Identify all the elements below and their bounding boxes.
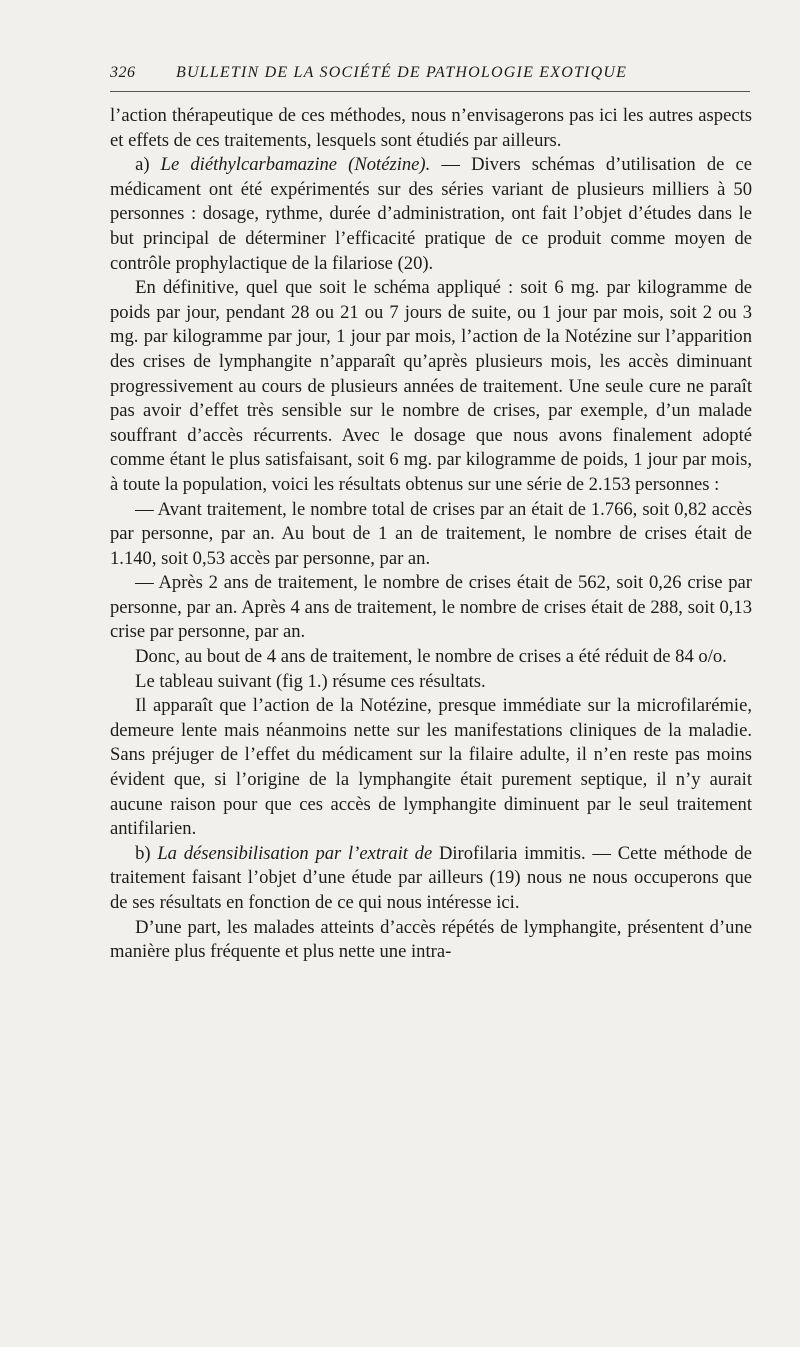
paragraph-desensibilisation [110,842,752,916]
section-heading-desensibilisation: La désensibilisation par l’extrait de [157,842,433,864]
paragraph-text: Il apparaît que l’action de la Notézine, presque immédiate sur la microfilarémie, demeure lente mais néanmoins nette sur les manifestations cliniques de la maladie. Sans préjuger de l’effet du médicament sur la filaire adulte, il n’en reste pas moins évident que, si l’origine de la lymphangite était purement septique, il n’y aurait aucune raison pour que ces accès de lymphangite diminuent par le seul traitement antifilarien. [110,695,752,840]
section-marker-a: a) [135,154,161,176]
paragraph-discussion [110,694,752,842]
paragraph-patients [110,916,752,965]
paragraph-text: Dirofilaria immitis. — Cette méthode de traitement faisant l’objet d’une étude par ailleurs (19) nous ne nous occuperons que de ses résultats en fonction de ce qui nous intéresse ici. [110,842,752,913]
paragraph-continuation [110,104,752,153]
paragraph-reduction [110,645,752,670]
paragraph-text: l’action thérapeutique de ces méthodes, nous n’envisagerons pas ici les autres aspects et effets de ces traitements, lesquels sont étudiés par ailleurs. [110,105,752,151]
paragraph-text: En définitive, quel que soit le schéma appliqué : soit 6 mg. par kilogramme de poids par jour, pendant 28 ou 21 ou 7 jours de suite, ou 1 jour par mois, soit 2 ou 3 mg. par kilogramme par jour, 1 jour par mois, l’action de la Notézine sur l’apparition des crises de lymphangite n’apparaît qu’après plusieurs mois, les accès diminuant progressivement au cours de plusieurs années de traitement. Une seule cure ne paraît pas avoir d’effet très sensible sur le nombre de crises, par exemple, d’un malade souffrant d’accès récurrents. Avec le dosage que nous avons finalement adopté comme étant le plus satisfaisant, soit 6 mg. par kilogramme de poids, 1 jour par mois, à toute la population, voici les résultats obtenus sur une série de 2.153 personnes : [110,277,752,495]
paragraph-text: Donc, au bout de 4 ans de traitement, le nombre de crises a été réduit de 84 o/o. [135,646,727,668]
header-rule [110,91,750,92]
paragraph-text: — Après 2 ans de traitement, le nombre de crises était de 562, soit 0,26 crise par personne, par an. Après 4 ans de traitement, le nombre de crises était de 288, soit 0,13 crise par personne, par an. [110,572,752,643]
paragraph-text: — Divers schémas d’utilisation de ce médicament ont été expérimentés sur des séries variant de plusieurs milliers à 50 personnes : dosage, rythme, durée d’administration, ont fait l’objet d’études dans le but principal de déterminer l’efficacité pratique de ce produit comme moyen de contrôle prophylactique de la filariose (20). [110,154,752,274]
paragraph-dosage [110,276,752,497]
paragraph-before-treatment [110,498,752,572]
paragraph-text: Le tableau suivant (fig 1.) résume ces résultats. [135,670,486,692]
paragraph-table-reference [110,670,752,695]
running-title: BULLETIN DE LA SOCIÉTÉ DE PATHOLOGIE EXOTIQUE [176,64,628,81]
paragraph-text: — Avant traitement, le nombre total de crises par an était de 1.766, soit 0,82 accès par personne, par an. Au bout de 1 an de traitement, le nombre de crises était de 1.140, soit 0,53 accès par personne, par an. [110,498,752,569]
page-number: 326 [110,64,136,81]
running-header [110,62,750,88]
paragraph-text: D’une part, les malades atteints d’accès répétés de lymphangite, présentent d’une manière plus fréquente et plus nette une intra- [110,916,752,963]
section-marker-b: b) [135,842,158,864]
paragraph-notezine [110,153,752,276]
body-text [110,104,752,965]
section-heading-notezine: Le diéthylcarbamazine (Notézine). [160,154,431,176]
paragraph-after-treatment [110,571,752,645]
